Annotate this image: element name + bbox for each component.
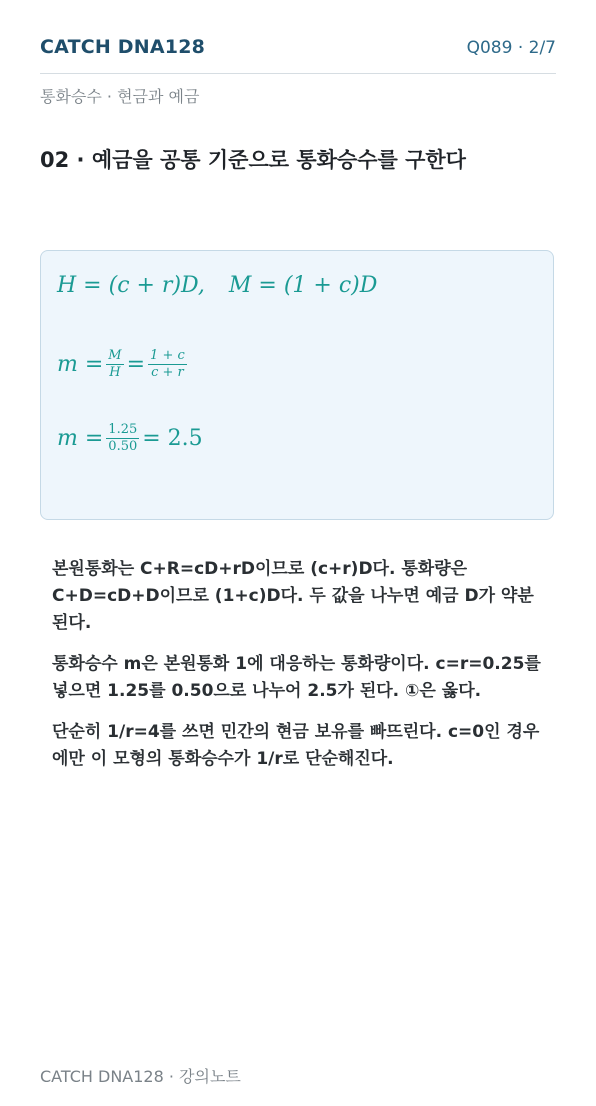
- formula-multiplier-ratio: [57, 349, 190, 379]
- page-header: [40, 36, 556, 74]
- fraction-denominator: c + r: [151, 364, 184, 380]
- formula-money-supply: M = (1 + c)D: [228, 273, 378, 298]
- fraction-denominator: 0.50: [108, 438, 138, 454]
- fraction-c-terms: [148, 349, 187, 379]
- fraction-m-over-h: [106, 349, 123, 379]
- fraction-numeric: [106, 423, 139, 453]
- formula-result: = 2.5: [142, 425, 203, 451]
- formula-high-powered-money: H = (c + r)D,: [57, 273, 205, 298]
- explanation-paragraph: 단순히 1/r=4를 쓰면 민간의 현금 보유를 빠뜨린다. c=0인 경우에만 이 모형의 통화승수가 1/r로 단순해진다.: [52, 722, 540, 769]
- formula-multiplier-value: [57, 423, 203, 453]
- explanation-paragraph: 통화승수 m은 본원통화 1에 대응하는 통화량이다. c=r=0.25를 넣으면 1.25를 0.50으로 나누어 2.5가 된다. ①은 옳다.: [52, 654, 541, 701]
- section-subtitle: 통화승수 · 현금과 예금: [40, 87, 200, 106]
- page-footer: CATCH DNA128 · 강의노트: [40, 1067, 241, 1086]
- explanation-body: [52, 556, 544, 787]
- brand-title: CATCH DNA128: [40, 36, 206, 58]
- formula-money-definitions: [57, 273, 377, 298]
- formula-lhs: m =: [57, 425, 104, 451]
- fraction-numerator: 1 + c: [150, 348, 185, 363]
- page-title: 02 · 예금을 공통 기준으로 통화승수를 구한다: [40, 148, 466, 172]
- fraction-numerator: 1.25: [108, 422, 138, 437]
- equals-sign: =: [126, 351, 146, 377]
- formula-box: [40, 250, 554, 520]
- formula-lhs: m =: [57, 351, 104, 377]
- fraction-denominator: H: [109, 364, 121, 380]
- explanation-paragraph: 본원통화는 C+R=cD+rD이므로 (c+r)D다. 통화량은 C+D=cD+D이므로 (1+c)D다. 두 값을 나누면 예금 D가 약분된다.: [52, 559, 534, 633]
- fraction-numerator: M: [108, 348, 122, 363]
- question-counter: Q089 · 2/7: [466, 38, 556, 58]
